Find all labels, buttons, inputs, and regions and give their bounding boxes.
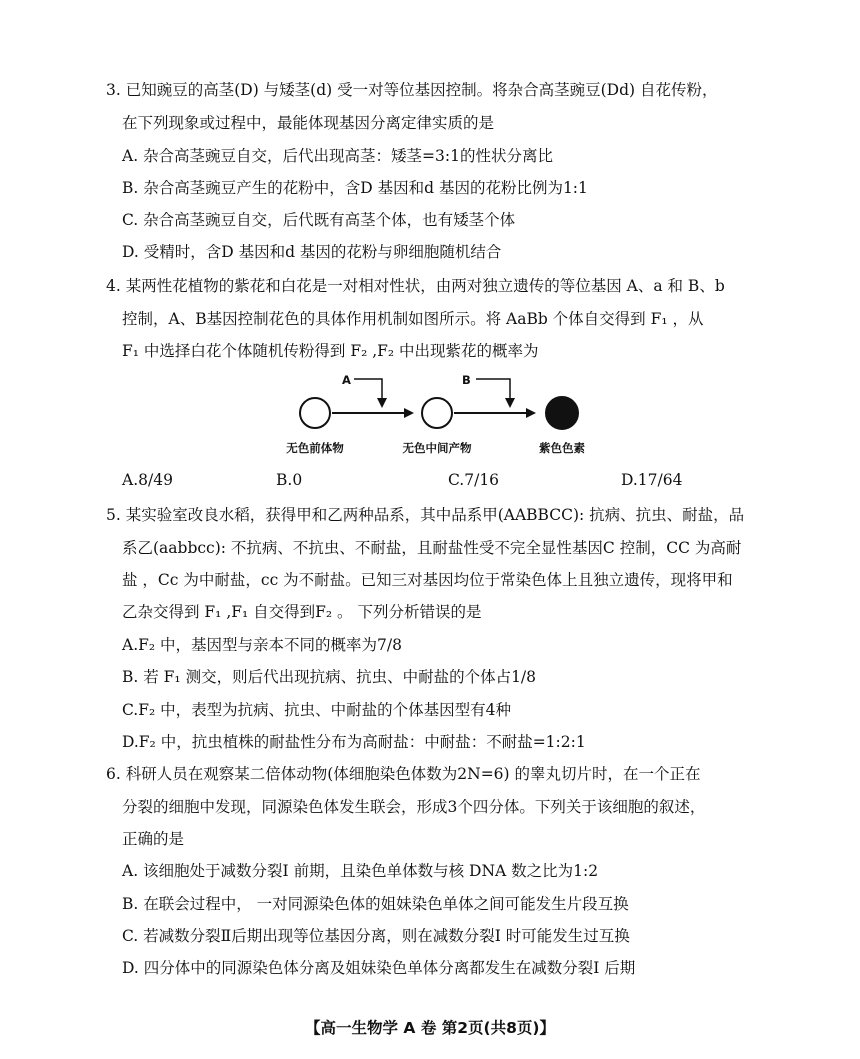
question-6-stem-line-3: 正确的是 [122,830,185,848]
gene-a-arrow [354,379,382,406]
gene-b-arrow [476,379,510,406]
node-1-label: 无色前体物 [286,441,344,455]
gene-b-label: B [462,373,471,387]
question-4-stem-line-1: 4. 某两性花植物的紫花和白花是一对相对性状，由两对独立遗传的等位基因 A、a 和 B、b [106,277,725,295]
intermediate-circle [422,398,452,428]
question-4-options [0,471,860,491]
question-4-option-d: D.17/64 [621,471,683,489]
node-3-label: 紫色色素 [539,441,585,455]
question-3-option-c: C. 杂合高茎豌豆自交，后代既有高茎个体，也有矮茎个体 [122,211,516,229]
question-3-stem-line-2: 在下列现象或过程中，最能体现基因分离定律实质的是 [122,114,495,132]
pigment-circle [546,397,578,429]
question-5-option-c: C.F₂ 中，表型为抗病、抗虫、中耐盐的个体基因型有4种 [122,701,511,719]
question-4-option-b: B.0 [276,471,303,489]
node-2-label: 无色中间产物 [402,441,472,455]
question-3-stem-line-1: 3. 已知豌豆的高茎(D) 与矮茎(d) 受一对等位基因控制。将杂合高茎豌豆(Dd) 自花传粉， [106,81,718,99]
question-5-option-b: B. 若 F₁ 测交，则后代出现抗病、抗虫、中耐盐的个体占1/8 [122,668,537,686]
question-3-option-d: D. 受精时，含D 基因和d 基因的花粉与卵细胞随机结合 [122,243,502,261]
question-6-stem-line-2: 分裂的细胞中发现，同源染色体发生联会，形成3个四分体。下列关于该细胞的叙述， [122,798,706,816]
question-5-stem-line-1: 5. 某实验室改良水稻，获得甲和乙两种品系，其中品系甲(AABBCC): 抗病、抗虫、耐盐，品 [106,506,745,524]
question-4-option-c: C.7/16 [448,471,500,489]
question-6-option-b: B. 在联会过程中， 一对同源染色体的姐妹染色单体之间可能发生片段互换 [122,895,629,913]
question-6-option-c: C. 若减数分裂Ⅱ后期出现等位基因分离，则在减数分裂I 时可能发生过互换 [122,927,630,945]
question-5-option-d: D.F₂ 中，抗虫植株的耐盐性分布为高耐盐：中耐盐：不耐盐=1:2:1 [122,733,586,751]
question-5-stem-line-4: 乙杂交得到 F₁ ,F₁ 自交得到F₂ 。 下列分析错误的是 [122,603,482,621]
question-6-option-d: D. 四分体中的同源染色体分离及姐妹染色单体分离都发生在减数分裂Ⅰ 后期 [122,959,636,977]
precursor-circle [300,398,330,428]
gene-a-label: A [342,373,351,387]
question-6-option-a: A. 该细胞处于减数分裂I 前期，且染色单体数与核 DNA 数之比为1:2 [122,862,599,880]
question-5-stem-line-2: 系乙(aabbcc): 不抗病、不抗虫、不耐盐，且耐盐性受不完全显性基因C 控制，CC 为高耐 [122,539,742,557]
question-4-option-a: A.8/49 [122,471,173,489]
flower-color-pathway-diagram [270,368,600,458]
question-4-stem-line-3: F₁ 中选择白花个体随机传粉得到 F₂ ,F₂ 中出现紫花的概率为 [122,342,539,360]
page-footer: 【高一生物学 A 卷 第2页(共8页)】 [305,1019,555,1037]
question-4-stem-line-2: 控制，A、B基因控制花色的具体作用机制如图所示。将 AaBb 个体自交得到 F₁ ，从 [122,310,704,328]
question-3-option-a: A. 杂合高茎豌豆自交，后代出现高茎：矮茎=3:1的性状分离比 [122,147,553,165]
question-5-stem-line-3: 盐 ，Cc 为中耐盐，cc 为不耐盐。已知三对基因均位于常染色体上且独立遗传，现将甲和 [122,571,733,589]
question-6-stem-line-1: 6. 科研人员在观察某二倍体动物(体细胞染色体数为2N=6) 的睾丸切片时，在一个正在 [106,765,701,783]
question-5-option-a: A.F₂ 中，基因型与亲本不同的概率为7/8 [122,636,402,654]
question-3-option-b: B. 杂合高茎豌豆产生的花粉中，含D 基因和d 基因的花粉比例为1:1 [122,179,588,197]
